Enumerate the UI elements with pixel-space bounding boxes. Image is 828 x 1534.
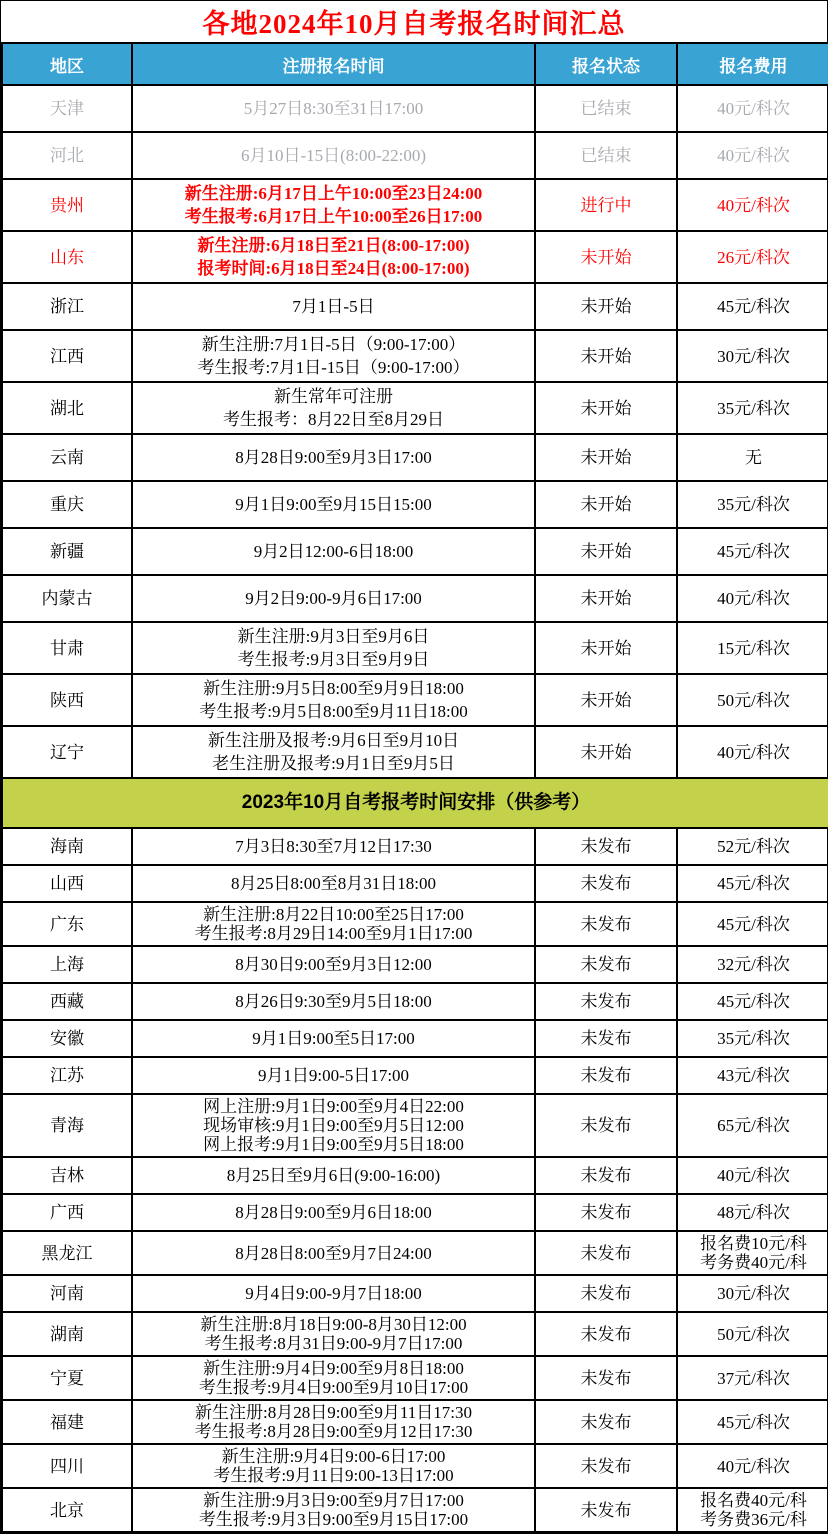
time-line: 考生报考:9月11日9:00-13日17:00 [213,1466,454,1485]
table-row [2,1444,828,1488]
status-cell: 未开始 [535,622,677,674]
table-row [2,865,828,902]
time-cell [132,283,535,330]
fee-cell [677,1312,828,1356]
fee-cell [677,382,828,434]
table-row [2,902,828,946]
table-row [2,528,828,575]
table-body [2,85,828,1532]
fee-cell [677,1231,828,1275]
fee-cell [677,1094,828,1157]
fee-line: 40元/科次 [717,99,790,118]
status-cell: 未发布 [535,1194,677,1231]
time-cell [132,1356,535,1400]
time-cell [132,674,535,726]
time-line: 新生常年可注册 [274,387,393,406]
fee-line: 40元/科次 [717,589,790,608]
time-cell [132,983,535,1020]
table-row [2,1488,828,1532]
region-cell: 天津 [2,85,132,132]
time-line: 8月28日9:00至9月3日17:00 [235,448,432,467]
region-cell: 甘肃 [2,622,132,674]
time-cell [132,1488,535,1532]
header-row [2,43,828,85]
status-cell: 未发布 [535,1444,677,1488]
region-cell: 浙江 [2,283,132,330]
status-cell: 已结束 [535,85,677,132]
region-cell: 西藏 [2,983,132,1020]
time-cell [132,828,535,865]
time-line: 考生报考:9月4日9:00至9月10日17:00 [198,1378,469,1397]
status-cell: 未开始 [535,674,677,726]
region-cell: 广东 [2,902,132,946]
time-line: 8月28日8:00至9月7日24:00 [235,1243,432,1263]
status-cell: 未发布 [535,1020,677,1057]
section-divider-label: 2023年10月自考报考时间安排（供参考） [2,778,828,828]
status-cell: 未开始 [535,330,677,382]
time-cell [132,528,535,575]
status-cell: 未发布 [535,828,677,865]
time-line: 7月1日-5日 [292,297,375,316]
fee-cell [677,1057,828,1094]
status-cell: 未发布 [535,865,677,902]
time-cell [132,575,535,622]
status-cell: 未开始 [535,575,677,622]
time-line: 考生报考:9月5日8:00至9月11日18:00 [199,702,468,721]
region-cell: 江苏 [2,1057,132,1094]
fee-line: 考务费40元/科 [700,1253,807,1272]
fee-line: 15元/科次 [717,638,790,658]
status-cell: 未发布 [535,1275,677,1312]
table-row [2,330,828,382]
time-line: 新生注册:9月3日9:00至9月7日17:00 [203,1491,464,1510]
column-header-region: 地区 [2,43,132,85]
fee-cell [677,828,828,865]
table-row [2,434,828,481]
table-row [2,1057,828,1094]
fee-cell [677,983,828,1020]
table-row [2,726,828,778]
column-header-fee: 报名费用 [677,43,828,85]
status-cell: 未开始 [535,434,677,481]
fee-cell [677,283,828,330]
fee-line: 40元/科次 [717,1166,790,1185]
table-row [2,622,828,674]
table-row [2,1275,828,1312]
table-row [2,1157,828,1194]
fee-cell [677,132,828,179]
table-row [2,1400,828,1444]
time-line: 考生报考:8月31日9:00-9月7日17:00 [204,1334,463,1353]
time-cell [132,132,535,179]
fee-line: 43元/科次 [717,1066,790,1085]
fee-line: 65元/科次 [717,1116,790,1135]
region-cell: 青海 [2,1094,132,1157]
time-line: 9月2日12:00-6日18:00 [253,542,414,561]
fee-cell [677,434,828,481]
time-line: 新生注册:7月1日-5日（9:00-17:00） [201,335,466,354]
time-line: 新生注册及报考:9月6日至9月10日 [207,731,460,750]
fee-line: 45元/科次 [717,542,790,561]
fee-line: 37元/科次 [717,1368,790,1388]
time-line: 9月1日9:00至9月15日15:00 [235,495,432,514]
time-line: 8月25日8:00至8月31日18:00 [231,874,436,893]
fee-line: 40元/科次 [717,742,790,762]
fee-cell [677,481,828,528]
region-cell: 山西 [2,865,132,902]
time-line: 新生注册:6月17日上午10:00至23日24:00 [184,184,483,203]
time-line: 考生报考:7月1日-15日（9:00-17:00） [197,358,470,377]
fee-line: 35元/科次 [717,495,790,514]
fee-line: 30元/科次 [717,1284,790,1303]
fee-cell [677,1444,828,1488]
time-cell [132,382,535,434]
time-line: 9月1日9:00-5日17:00 [257,1066,410,1085]
status-cell: 未发布 [535,946,677,983]
fee-line: 45元/科次 [717,992,790,1011]
time-cell [132,946,535,983]
status-cell: 未发布 [535,1356,677,1400]
table-row [2,231,828,283]
time-line: 新生注册:9月5日8:00至9月9日18:00 [203,679,464,698]
status-cell: 未发布 [535,1057,677,1094]
region-cell: 重庆 [2,481,132,528]
fee-line: 48元/科次 [717,1203,790,1222]
fee-cell [677,902,828,946]
table-row [2,85,828,132]
page-title: 各地2024年10月自考报名时间汇总 [202,9,626,39]
region-cell: 黑龙江 [2,1231,132,1275]
region-cell: 陕西 [2,674,132,726]
region-cell: 辽宁 [2,726,132,778]
time-line: 老生注册及报考:9月1日至9月5日 [212,754,455,773]
time-cell [132,1157,535,1194]
status-cell: 未发布 [535,1157,677,1194]
table-row [2,575,828,622]
time-line: 8月30日9:00至9月3日12:00 [235,955,432,974]
time-cell [132,1020,535,1057]
time-cell [132,85,535,132]
time-line: 新生注册:8月22日10:00至25日17:00 [203,905,464,924]
time-line: 5月27日8:30至31日17:00 [243,99,424,118]
fee-cell [677,575,828,622]
table-row [2,382,828,434]
fee-cell [677,528,828,575]
time-line: 网上报考:9月1日9:00至9月5日18:00 [203,1135,464,1154]
fee-cell [677,1194,828,1231]
fee-cell [677,85,828,132]
fee-cell [677,622,828,674]
status-cell: 已结束 [535,132,677,179]
time-cell [132,1444,535,1488]
time-cell [132,1094,535,1157]
status-cell: 未开始 [535,382,677,434]
fee-line: 52元/科次 [717,837,790,856]
time-cell [132,1057,535,1094]
status-cell: 未发布 [535,1488,677,1532]
region-cell: 广西 [2,1194,132,1231]
fee-line: 35元/科次 [717,398,790,418]
status-cell: 未发布 [535,983,677,1020]
table-row [2,1312,828,1356]
fee-cell [677,674,828,726]
time-line: 网上注册:9月1日9:00至9月4日22:00 [203,1097,464,1116]
region-cell: 江西 [2,330,132,382]
section-divider [2,778,828,828]
time-line: 报考时间:6月18日至24日(8:00-17:00) [197,259,470,278]
column-header-time: 注册报名时间 [132,43,535,85]
time-line: 新生注册:9月3日至9月6日 [237,627,430,646]
table-row [2,1020,828,1057]
status-cell: 未开始 [535,481,677,528]
time-line: 9月4日9:00-9月7日18:00 [245,1284,422,1303]
table-row [2,674,828,726]
fee-line: 35元/科次 [717,1029,790,1048]
status-cell: 未开始 [535,726,677,778]
status-cell: 未开始 [535,528,677,575]
region-cell: 海南 [2,828,132,865]
table-header [2,43,828,85]
time-line: 考生报考:9月3日9:00至9月15日17:00 [198,1510,469,1529]
table-row [2,1231,828,1275]
time-line: 8月26日9:30至9月5日18:00 [235,992,432,1011]
status-cell: 未发布 [535,1400,677,1444]
time-cell [132,481,535,528]
fee-line: 45元/科次 [717,297,790,316]
time-line: 新生注册:9月4日9:00-6日17:00 [221,1447,446,1466]
region-cell: 贵州 [2,179,132,231]
table-row [2,481,828,528]
time-line: 8月28日9:00至9月6日18:00 [235,1203,432,1222]
status-cell: 进行中 [535,179,677,231]
region-cell: 云南 [2,434,132,481]
fee-line: 报名费40元/科 [700,1491,807,1510]
status-cell: 未发布 [535,1312,677,1356]
fee-cell [677,1157,828,1194]
fee-cell [677,1488,828,1532]
region-cell: 内蒙古 [2,575,132,622]
time-line: 8月25日至9月6日(9:00-16:00) [226,1166,441,1185]
time-cell [132,1231,535,1275]
time-line: 新生注册:9月4日9:00至9月8日18:00 [203,1359,464,1378]
region-cell: 宁夏 [2,1356,132,1400]
time-cell [132,622,535,674]
time-line: 新生注册:8月28日9:00至9月11日17:30 [194,1403,473,1422]
fee-cell [677,1400,828,1444]
time-line: 考生报考:9月3日至9月9日 [237,650,430,669]
region-cell: 湖南 [2,1312,132,1356]
fee-line: 45元/科次 [717,914,790,934]
fee-cell [677,726,828,778]
fee-line: 50元/科次 [717,690,790,710]
column-header-status: 报名状态 [535,43,677,85]
fee-cell [677,1020,828,1057]
region-cell: 山东 [2,231,132,283]
time-cell [132,726,535,778]
table-row [2,179,828,231]
time-cell [132,179,535,231]
fee-cell [677,330,828,382]
time-line: 考生报考：8月22日至8月29日 [223,410,444,429]
status-cell: 未发布 [535,1094,677,1157]
fee-cell [677,1275,828,1312]
time-line: 新生注册:6月18日至21日(8:00-17:00) [197,236,470,255]
table-row [2,132,828,179]
fee-cell [677,946,828,983]
fee-line: 40元/科次 [717,195,790,215]
time-line: 考生报考:8月28日9:00至9月12日17:30 [194,1422,473,1441]
fee-cell [677,179,828,231]
fee-line: 45元/科次 [717,874,790,893]
region-cell: 河南 [2,1275,132,1312]
fee-line: 30元/科次 [717,346,790,366]
status-cell: 未开始 [535,231,677,283]
fee-cell [677,231,828,283]
fee-line: 40元/科次 [717,1456,790,1476]
time-line: 6月10日-15日(8:00-22:00) [240,146,427,165]
time-line: 9月2日9:00-9月6日17:00 [245,589,422,608]
region-cell: 吉林 [2,1157,132,1194]
table-row [2,1356,828,1400]
region-cell: 四川 [2,1444,132,1488]
time-line: 考生报考:6月17日上午10:00至26日17:00 [184,207,483,226]
region-cell: 湖北 [2,382,132,434]
fee-cell [677,865,828,902]
fee-line: 45元/科次 [717,1412,790,1432]
region-cell: 北京 [2,1488,132,1532]
time-line: 考生报考:8月29日14:00至9月1日17:00 [194,924,473,943]
time-cell [132,1400,535,1444]
registration-table [1,42,828,1533]
region-cell: 安徽 [2,1020,132,1057]
time-cell [132,231,535,283]
status-cell: 未发布 [535,1231,677,1275]
fee-line: 40元/科次 [717,146,790,165]
fee-line: 26元/科次 [717,247,790,267]
time-line: 9月1日9:00至5日17:00 [252,1029,415,1048]
table-row [2,983,828,1020]
table-row [2,1094,828,1157]
region-cell: 福建 [2,1400,132,1444]
time-cell [132,1275,535,1312]
time-line: 现场审核:9月1日9:00至9月5日12:00 [203,1116,464,1135]
region-cell: 河北 [2,132,132,179]
fee-line: 50元/科次 [717,1324,790,1344]
time-cell [132,1194,535,1231]
time-cell [132,902,535,946]
time-cell [132,434,535,481]
time-cell [132,1312,535,1356]
time-line: 7月3日8:30至7月12日17:30 [235,837,432,856]
time-cell [132,865,535,902]
region-cell: 上海 [2,946,132,983]
table-row [2,1194,828,1231]
fee-line: 无 [745,448,762,467]
fee-line: 考务费36元/科 [700,1510,807,1529]
table-row [2,828,828,865]
fee-line: 报名费10元/科 [700,1234,807,1253]
status-cell: 未发布 [535,902,677,946]
region-cell: 新疆 [2,528,132,575]
table-row [2,283,828,330]
table-row [2,946,828,983]
status-cell: 未开始 [535,283,677,330]
fee-cell [677,1356,828,1400]
time-cell [132,330,535,382]
time-line: 新生注册:8月18日9:00-8月30日12:00 [200,1315,467,1334]
fee-line: 32元/科次 [717,955,790,974]
